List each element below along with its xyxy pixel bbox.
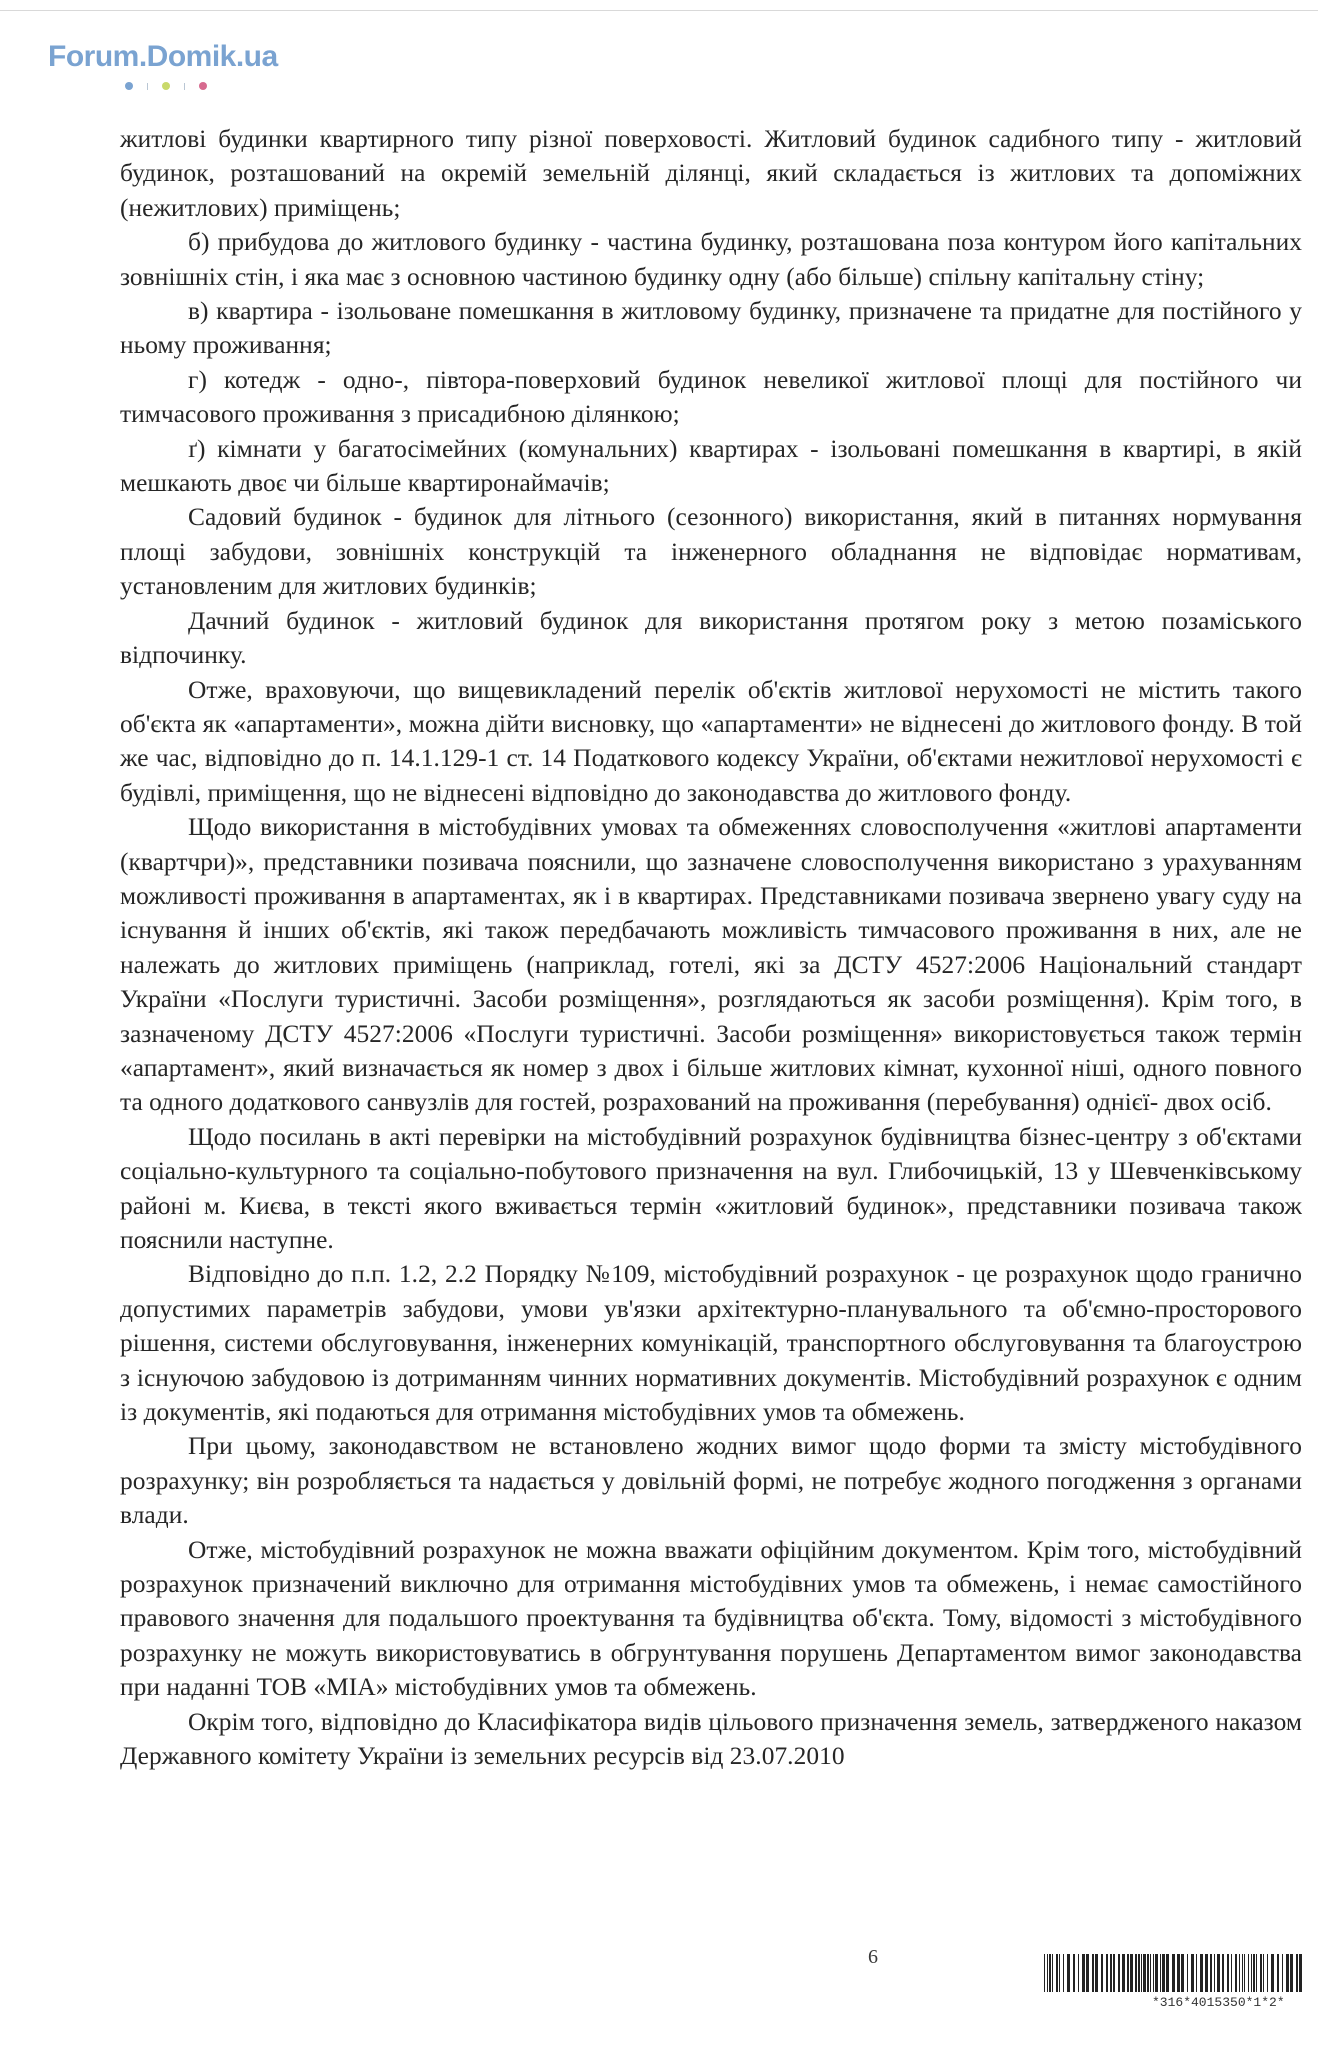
barcode-bar <box>1130 1954 1133 1992</box>
barcode-bar <box>1141 1954 1142 1992</box>
barcode-bar <box>1277 1954 1279 1992</box>
barcode-bar <box>1101 1954 1103 1992</box>
barcode <box>1044 1954 1302 1992</box>
watermark-dot-blue <box>125 82 133 90</box>
barcode-bar <box>1153 1954 1154 1992</box>
barcode-bar <box>1267 1954 1268 1992</box>
barcode-bar <box>1239 1954 1240 1992</box>
barcode-bar <box>1227 1954 1229 1992</box>
barcode-bar <box>1200 1954 1203 1992</box>
barcode-bar <box>1047 1954 1048 1992</box>
barcode-bar <box>1059 1954 1060 1992</box>
barcode-bar <box>1231 1954 1232 1992</box>
barcode-bar <box>1073 1954 1075 1992</box>
barcode-bar <box>1160 1954 1161 1992</box>
barcode-bar <box>1082 1954 1085 1992</box>
barcode-bar <box>1122 1954 1125 1992</box>
paragraph: Отже, містобудівний розрахунок не можна вважати офіційним документом. Крім того, містобудівний розрахунок призначений виключно для отримання містобудівних умов та обмежень, і немає самостійного правового значення для подальшого проектування та будівництва об'єкта. Тому, відомості з містобудівного розрахунку не можуть використовуватись в обгрунтування порушень Департаментом вимог законодавства при наданні ТОВ «МІА» містобудівних умов та обмежень. <box>120 1535 1302 1702</box>
barcode-bar <box>1248 1954 1249 1992</box>
barcode-bar <box>1147 1954 1149 1992</box>
paragraph: При цьому, законодавством не встановлено жодних вимог щодо форми та змісту містобудівного розрахунку; він розробляється та надається у довільній формі, не потребує жодного погодження з органами влади. <box>120 1432 1302 1530</box>
paragraph: Відповідно до п.п. 1.2, 2.2 Порядку №109, містобудівний розрахунок - це розрахунок щодо гранично допустимих параметрів забудови, умови ув'язки архітектурно-планувального та об'ємно-просторового рішення, системи обслуговування, інженерних комунікацій, транспортного обслуговування та благоустрою з існуючою забудовою із дотриманням чинних нормативних документів. Містобудівний розрахунок є одним із документів, які подаються для отримання містобудівних умов та обмежень. <box>120 1260 1302 1427</box>
barcode-bar <box>1138 1954 1140 1992</box>
barcode-bar <box>1263 1954 1264 1992</box>
paragraph: Окрім того, відповідно до Класифікатора видів цільового призначення земель, затвердженого наказом Державного комітету України із земельних ресурсів від 23.07.2010 <box>120 1707 1302 1771</box>
paragraph: Садовий будинок - будинок для літнього (сезонного) використання, який в питаннях нормування площі забудови, зовнішніх конструкцій та інженерного обладнання не відповідає нормативам, установленим для житлових будинків; <box>120 503 1302 601</box>
barcode-bar <box>1196 1954 1197 1992</box>
watermark-logo: Forum.Domik.ua <box>48 40 278 73</box>
barcode-bar <box>1256 1954 1257 1992</box>
paragraph: б) прибудова до житлового будинку - частина будинку, розташована поза контуром його капітальних зовнішніх стін, і яка має з основною частиною будинку одну (або більше) спільну капітальну стіну; <box>120 228 1302 291</box>
barcode-bar <box>1155 1954 1158 1992</box>
barcode-bar <box>1187 1954 1188 1992</box>
barcode-bar <box>1086 1954 1089 1992</box>
scan-border-line <box>0 10 1318 11</box>
barcode-bar <box>1205 1954 1208 1992</box>
watermark-dot-green <box>162 82 170 90</box>
barcode-bar <box>1052 1954 1053 1992</box>
barcode-bar <box>1127 1954 1129 1992</box>
page-number: 6 <box>868 1946 878 1968</box>
barcode-bar <box>1092 1954 1094 1992</box>
barcode-bar <box>1162 1954 1165 1992</box>
barcode-bar <box>1078 1954 1079 1992</box>
paragraph: Щодо посилань в акті перевірки на містобудівний розрахунок будівництва бізнес-центру з об'єктами соціально-культурного та соціально-побутового призначення на вул. Глибочицькій, 13 у Шевченківському районі м. Києва, в тексті якого вживається термін «житловий будинок», представники позивача також пояснили наступне. <box>120 1122 1302 1254</box>
barcode-bar <box>1235 1954 1237 1992</box>
paragraph: Дачний будинок - житловий будинок для використання протягом року з метою позаміського відпочинку. <box>120 606 1302 670</box>
barcode-bar <box>1113 1954 1115 1992</box>
barcode-bar <box>1260 1954 1262 1992</box>
barcode-bar <box>1135 1954 1137 1992</box>
barcode-bar <box>1106 1954 1108 1992</box>
barcode-bar <box>1143 1954 1146 1992</box>
barcode-bar <box>1222 1954 1224 1992</box>
paragraph: житлові будинки квартирного типу різної поверховості. Житловий будинок садибного типу - житловий будинок, розташований на окремій земельній ділянці, який складається із житлових та допоміжних (нежитлових) приміщень; <box>120 125 1302 222</box>
barcode-bar <box>1242 1954 1243 1992</box>
barcode-bar <box>1172 1954 1175 1992</box>
barcode-bar <box>1067 1954 1070 1992</box>
barcode-bar <box>1049 1954 1051 1992</box>
barcode-bar <box>1286 1954 1289 1992</box>
barcode-bar <box>1217 1954 1220 1992</box>
barcode-bar <box>1095 1954 1098 1992</box>
barcode-bar <box>1056 1954 1058 1992</box>
barcode-bar <box>1166 1954 1169 1992</box>
document-body <box>120 122 1302 1774</box>
barcode-bar <box>1181 1954 1184 1992</box>
barcode-bar <box>1110 1954 1112 1992</box>
barcode-bar <box>1251 1954 1252 1992</box>
paragraph: г) котедж - одно-, півтора-поверховий будинок невеликої житлової площі для постійного чи тимчасового проживання з присадибною ділянкою; <box>120 365 1302 429</box>
barcode-bar <box>1191 1954 1194 1992</box>
paragraph: Отже, враховуючи, що вищевикладений перелік об'єктів житлової нерухомості не містить такого об'єкта як «апартаменти», можна дійти висновку, що «апартаменти» не віднесені до житлового фонду. В той же час, відповідно до п. 14.1.129-1 ст. 14 Податкового кодексу України, об'єктами нежитлової нерухомості є будівлі, приміщення, що не віднесені відповідно до законодавства до житлового фонду. <box>120 675 1302 807</box>
barcode-bar <box>1299 1954 1302 1992</box>
barcode-bar <box>1271 1954 1274 1992</box>
barcode-text: *316*4015350*1*2* <box>1152 1995 1285 2010</box>
barcode-bar <box>1253 1954 1255 1992</box>
watermark-dot-pink <box>199 82 207 90</box>
barcode-bar <box>1044 1954 1045 1992</box>
barcode-bar <box>1210 1954 1212 1992</box>
barcode-bar <box>1296 1954 1298 1992</box>
paragraph: Щодо використання в містобудівних умовах та обмеженнях словосполучення «житлові апартаменти (квартчри)», представники позивача пояснили, що зазначене словосполучення використано з урахуванням можливості проживання в апартаментах, як і в квартирах. Представниками позивача звернено увагу суду на існування й інших об'єктів, які також передбачають можливість тимчасового проживання в них, але не належать до житлових приміщень (наприклад, готелі, які за ДСТУ 4527:2006 Національний стандарт України «Послуги туристичні. Засоби розміщення», розглядаються як засоби розміщення). Крім того, в зазначеному ДСТУ 4527:2006 «Послуги туристичні. Засоби розміщення» використовується також термін «апартамент», який визначається як номер з двох і більше житлових кімнат, кухонної ніші, одного повного та одного додаткового санвузлів для гостей, розрахований на проживання (перебування) однієї- двох осіб. <box>120 813 1302 1117</box>
barcode-bar <box>1118 1954 1120 1992</box>
barcode-bar <box>1150 1954 1151 1992</box>
watermark-dots <box>125 77 221 87</box>
barcode-bar <box>1282 1954 1283 1992</box>
barcode-bar <box>1244 1954 1245 1992</box>
barcode-bar <box>1177 1954 1180 1992</box>
barcode-bar <box>1290 1954 1293 1992</box>
barcode-bar <box>1063 1954 1064 1992</box>
paragraph: ґ) кімнати у багатосімейних (комунальних) квартирах - ізольовані помешкання в квартирі, в якій мешкають двоє чи більше квартиронаймачів; <box>120 434 1302 498</box>
paragraph: в) квартира - ізольоване помешкання в житловому будинку, призначене та придатне для постійного у ньому проживання; <box>120 297 1302 360</box>
barcode-bar <box>1214 1954 1215 1992</box>
